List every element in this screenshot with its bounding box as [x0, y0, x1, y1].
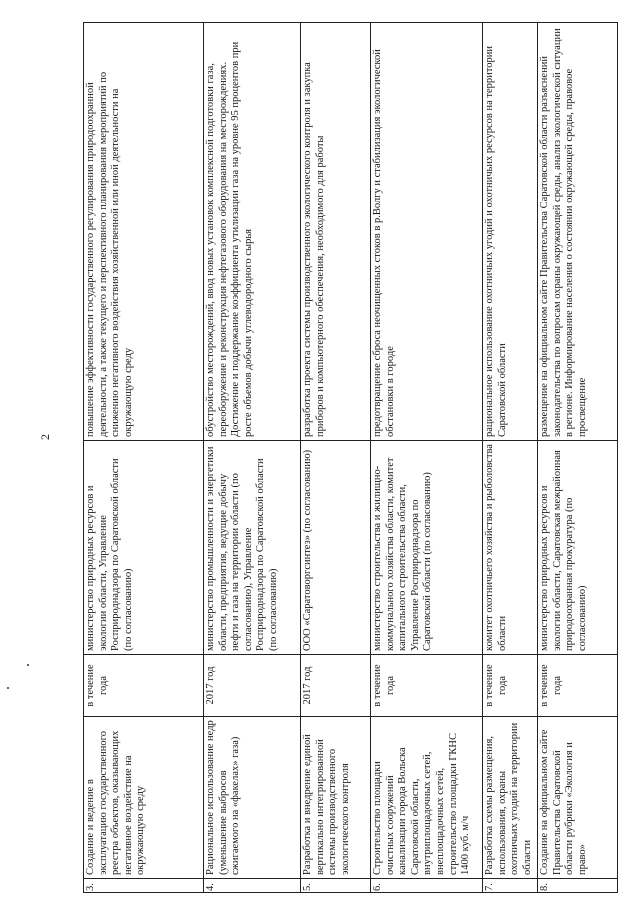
measure-name: Строительство площадки очистных сооружений канализации города Вольска Саратовской области, внутриплощадочных сетей, внеплощадочных сетей, строительство площадки ГКНС 1400 куб. м/ч [371, 717, 483, 879]
measure-name: Разработка и внедрение единой вертикально интегрированной системы производственного экологического контроля [301, 717, 371, 879]
table-row [538, 23, 618, 893]
expected-result: обустройство месторождений, ввод новых установок комплексной подготовки газа, переоборужение и реконструкция нефтегазового оборудования на месторождениях. Достижение и поддержание коэффициента утилизации газа на уровне 95 процентов при росте объемов добычи углеводородного сырья [204, 23, 301, 441]
measure-name: Рациональное использование недр (уменьшение выбросов сжигаемого на «факелах» газа) [204, 717, 301, 879]
row-number: 8. [538, 879, 618, 893]
executors: министерство природных ресурсов и экологии области, Управление Росприроднадзора по Саратовской области (по согласованию) [84, 441, 204, 655]
deadline: в течение года [483, 655, 538, 717]
table-row [84, 23, 204, 893]
scan-speck [7, 687, 9, 689]
executors: министерство природных ресурсов и экологии области, Саратовская межрайонная природоохранная прокуратура (по согласованию) [538, 441, 618, 655]
deadline: в течение года [538, 655, 618, 717]
expected-result: размещение на официальном сайте Правительства Саратовской области разъяснений законодательства по вопросам охраны окружающей среды, анализ экологической ситуации в регионе. Информирование населения о состоянии окружающей среды, правовое просвещение [538, 23, 618, 441]
table-row [204, 23, 301, 893]
table-row [301, 23, 371, 893]
measure-name: Разработка схемы размещения, использования, охраны охотничьих угодий на территории области [483, 717, 538, 879]
measure-name: Создание и ведение в эксплуатацию государственного реестра объектов, оказывающих негативное воздействие на окружающую среду [84, 717, 204, 879]
table-row [371, 23, 483, 893]
executors: комитет охотничьего хозяйства и рыболовства области [483, 441, 538, 655]
scan-speck [27, 664, 29, 666]
measure-name: Создание на официальном сайте Правительства Саратовской области рубрики «Экология и право» [538, 717, 618, 879]
deadline: 2017 год [301, 655, 371, 717]
expected-result: рациональное использование охотничьих угодий и охотничьих ресурсов на территории Саратовской области [483, 23, 538, 441]
row-number: 7. [483, 879, 538, 893]
executors: министерство строительства и жилищно-коммунального хозяйства области, комитет капитального строительства области, Управление Росприроднадзора по Саратовской области (по согласованию) [371, 441, 483, 655]
executors: ООО «Саратоворгсинтез» (по согласованию) [301, 441, 371, 655]
expected-result: предотвращение сброса неочищенных стоков в р.Волгу и стабилизация экологической обстановки в городе [371, 23, 483, 441]
expected-result: разработка проекта системы производственного экологического контроля и закупка приборов и компьютерного обеспечения, необходимого для работы [301, 23, 371, 441]
executors: министерство промышленности и энергетики области, предприятия, ведущие добычу нефти и газа на территории области (по согласованию), Управление Росприроднадзора по Саратовской области (по согласованию) [204, 441, 301, 655]
row-number: 3. [84, 879, 204, 893]
deadline: 2017 год [204, 655, 301, 717]
page-number: 2 [38, 434, 52, 440]
deadline: в течение года [371, 655, 483, 717]
deadline: в течение года [84, 655, 204, 717]
expected-result: повышение эффективности государственного регулирования природоохранной деятельности, а также текущего и перспективного планирования мероприятий по снижению негативного воздействия хозяйственной или иной деятельности на окружающую среду [84, 23, 204, 441]
measures-table [83, 22, 618, 893]
row-number: 5. [301, 879, 371, 893]
row-number: 4. [204, 879, 301, 893]
rotated-table-wrapper [83, 23, 617, 893]
table-row [483, 23, 538, 893]
row-number: 6. [371, 879, 483, 893]
